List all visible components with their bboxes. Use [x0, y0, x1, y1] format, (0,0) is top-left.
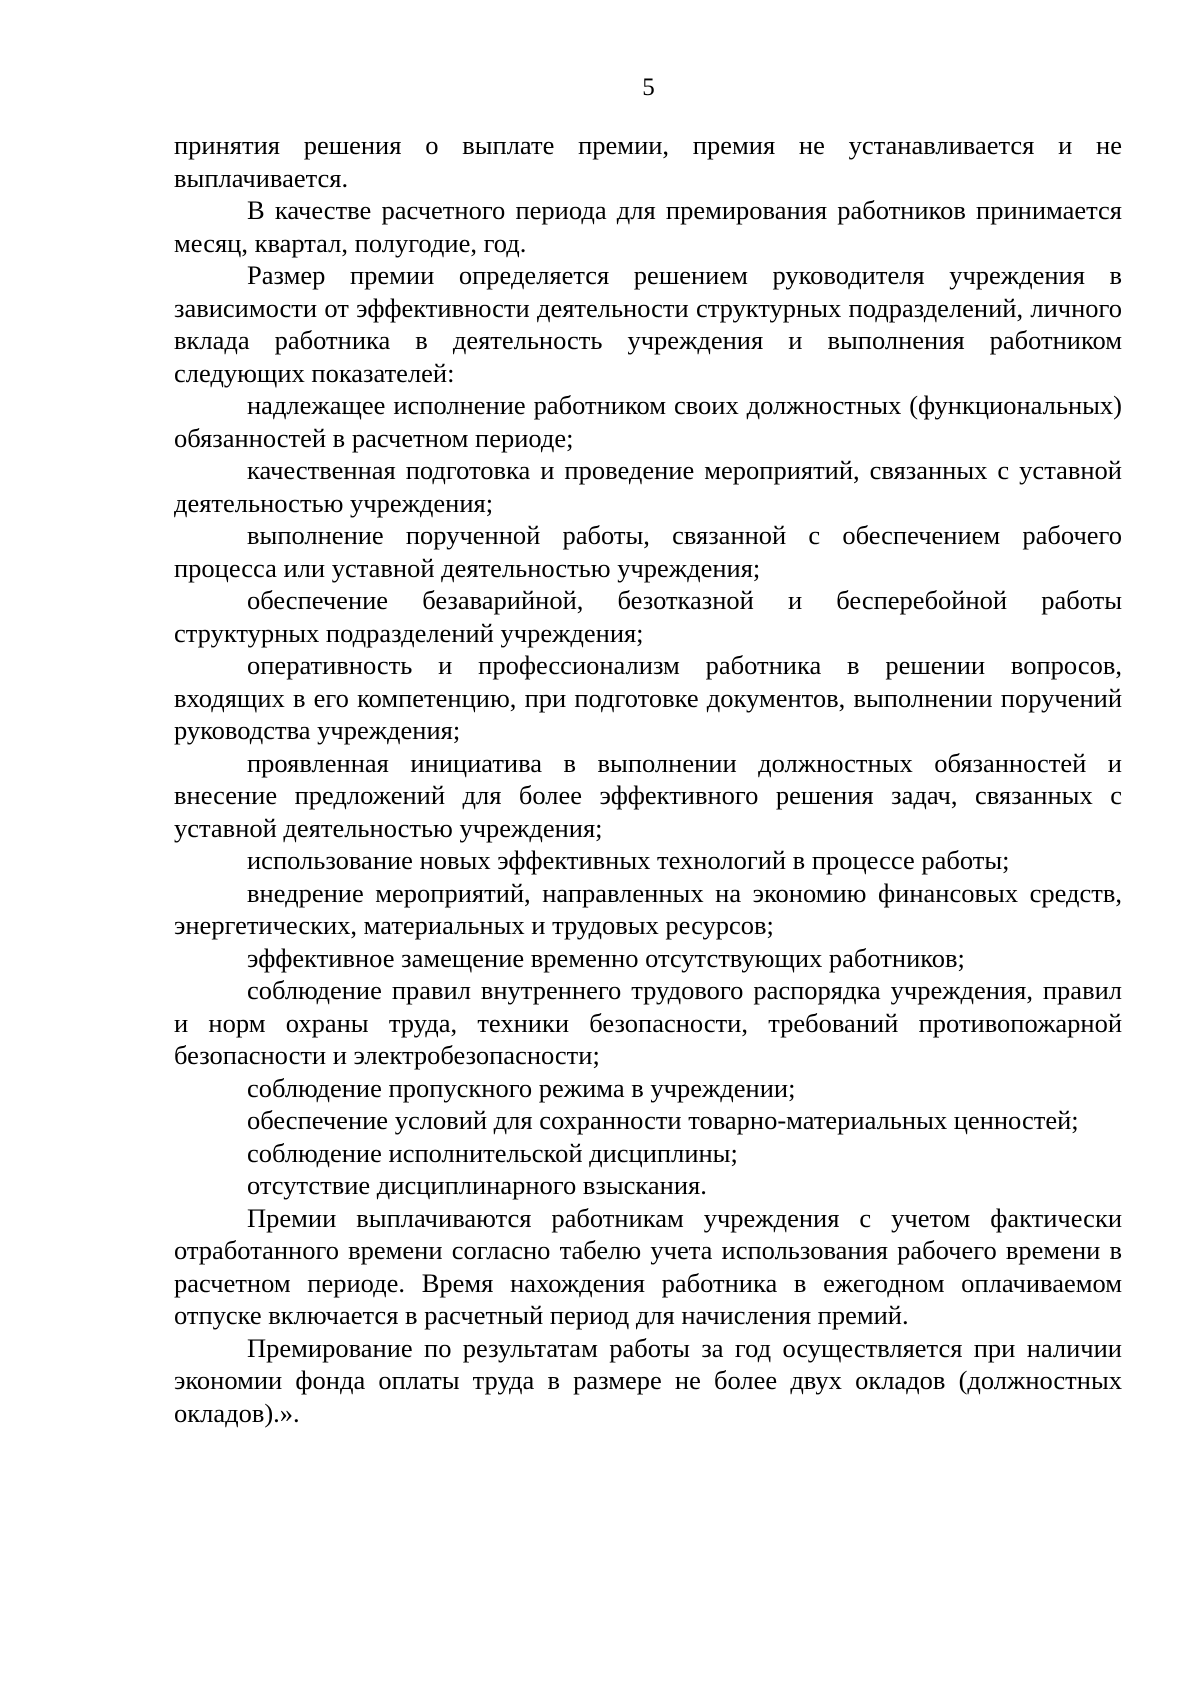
list-item-material-values: обеспечение условий для сохранности товарно-материальных ценностей; — [247, 1105, 1079, 1135]
list-item-professionalism: оперативность и профессионализм работника в решении вопросов, входящих в его компетенцию, при подготовке документов, выполнении поручений руководства учреждения; — [174, 650, 1122, 745]
paragraph-annual-bonus: Премирование по результатам работы за год осуществляется при наличии экономии фонда оплаты труда в размере не более двух окладов (должностных окладов).». — [174, 1332, 1122, 1428]
list-item-access-control: соблюдение пропускного режима в учреждении; — [247, 1072, 796, 1103]
paragraph-continuation: принятия решения о выплате премии, премия не устанавливается и не выплачивается. — [174, 130, 1122, 193]
list-item-savings: внедрение мероприятий, направленных на экономию финансовых средств, энергетических, материальных и трудовых ресурсов; — [174, 877, 1122, 940]
list-item-initiative: проявленная инициатива в выполнении должностных обязанностей и внесение предложений для более эффективного решения задач, связанных с уставной деятельностью учреждения; — [174, 747, 1122, 843]
list-item-discipline: соблюдение исполнительской дисциплины; — [247, 1137, 738, 1168]
document-body — [174, 129, 1122, 1429]
list-item-events: качественная подготовка и проведение мероприятий, связанных с уставной деятельностью учреждения; — [174, 455, 1122, 518]
paragraph-calculation-period: В качестве расчетного периода для премирования работников принимается месяц, квартал, полугодие, год. — [174, 195, 1122, 258]
paragraph-bonus-payment: Премии выплачиваются работникам учреждения с учетом фактически отработанного времени согласно табелю учета использования рабочего времени в расчетном периоде. Время нахождения работника в ежегодном оплачиваемом отпуске включается в расчетный период для начисления премий. — [174, 1202, 1122, 1330]
list-item-rules-compliance: соблюдение правил внутреннего трудового распорядка учреждения, правил и норм охраны труда, техники безопасности, требований противопожарной безопасности и электробезопасности; — [174, 975, 1122, 1070]
list-item-technologies: использование новых эффективных технологий в процессе работы; — [247, 845, 1010, 875]
paragraph-bonus-size: Размер премии определяется решением руководителя учреждения в зависимости от эффективности деятельности структурных подразделений, личного вклада работника в деятельность учреждения и выполнения работником следующих показателей: — [174, 260, 1122, 388]
list-item-uninterrupted-work: обеспечение безаварийной, безотказной и бесперебойной работы структурных подразделений учреждения; — [174, 585, 1122, 648]
list-item-assigned-work: выполнение порученной работы, связанной с обеспечением рабочего процесса или уставной деятельностью учреждения; — [174, 520, 1122, 583]
list-item-substitution: эффективное замещение временно отсутствующих работников; — [247, 942, 965, 973]
list-item-duties: надлежащее исполнение работником своих должностных (функциональных) обязанностей в расчетном периоде; — [174, 390, 1122, 453]
list-item-no-penalty: отсутствие дисциплинарного взыскания. — [247, 1170, 707, 1200]
page-number: 5 — [642, 74, 655, 101]
